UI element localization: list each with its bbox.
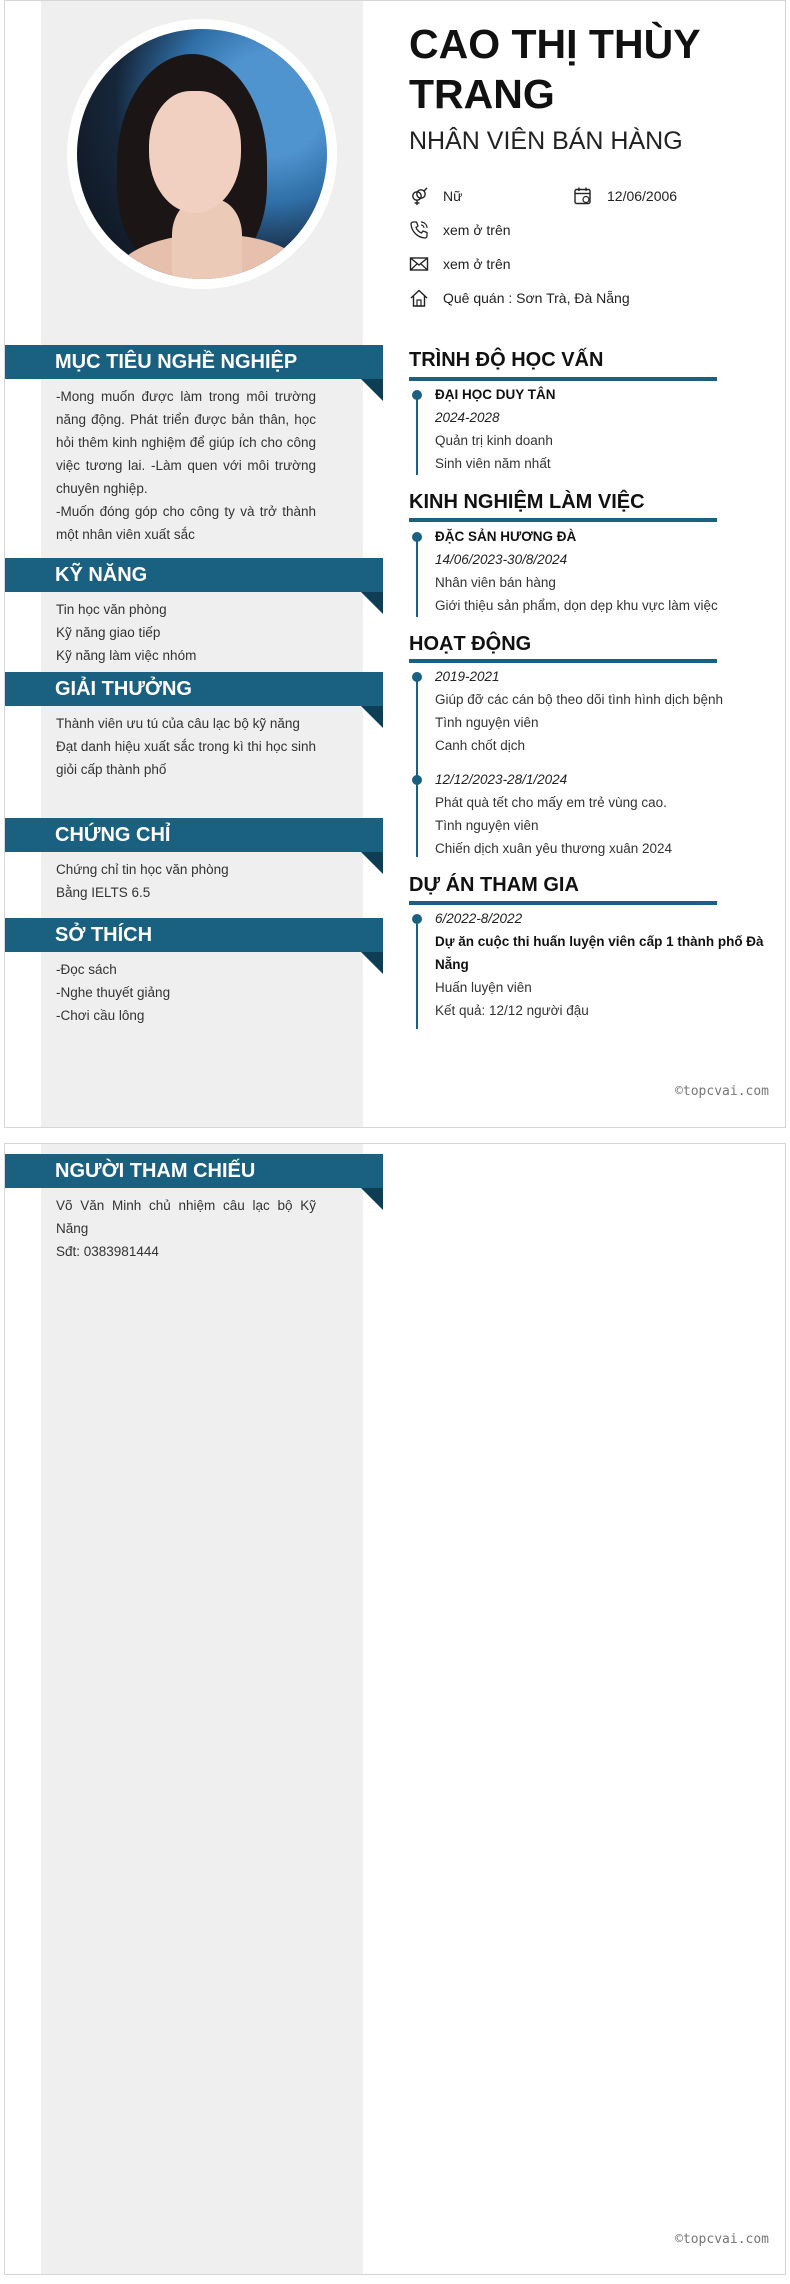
experience-timeline: [416, 537, 418, 617]
gender-value: Nữ: [443, 188, 463, 204]
activities-rule: [409, 659, 717, 663]
cv-page-1: [4, 0, 786, 1128]
activity-period: 12/12/2023-28/1/2024: [435, 772, 568, 787]
awards-title: GIẢI THƯỞNG: [55, 678, 192, 700]
activity-line: Canh chốt dịch: [435, 738, 526, 753]
email-value: xem ở trên: [443, 256, 511, 272]
awards-header: [5, 672, 383, 706]
objective-text: [56, 385, 316, 546]
timeline-dot: [412, 532, 422, 542]
projects-timeline: [416, 919, 418, 1029]
references-title: NGƯỜI THAM CHIẾU: [55, 1160, 256, 1182]
project-entry: [435, 907, 775, 1022]
project-result: Kết quả: 12/12 người đậu: [435, 1003, 589, 1018]
skill-item: Tin học văn phòng: [56, 602, 167, 617]
birthday-value: 12/06/2006: [607, 188, 678, 204]
objective-header: [5, 345, 383, 379]
references-text: [56, 1194, 316, 1263]
education-rule: [409, 377, 717, 381]
hobbies-header: [5, 918, 383, 952]
calendar-icon: [573, 186, 593, 206]
experience-period: 14/06/2023-30/8/2024: [435, 552, 568, 567]
gender-icon: [409, 186, 429, 206]
skills-header: [5, 558, 383, 592]
timeline-dot: [412, 914, 422, 924]
activity-entry: [435, 665, 723, 757]
education-major: Quản trị kinh doanh: [435, 433, 553, 448]
timeline-dot: [412, 672, 422, 682]
project-name: Dự ăn cuộc thi huấn luyện viên cấp 1 thành phố Đà Nẵng: [435, 934, 764, 972]
education-note: Sinh viên năm nhất: [435, 456, 551, 471]
certificates-header: [5, 818, 383, 852]
education-timeline: [416, 395, 418, 475]
activity-period: 2019-2021: [435, 669, 500, 684]
experience-entry: [435, 525, 718, 617]
skill-item: Kỹ năng giao tiếp: [56, 625, 161, 640]
birthday-info: [573, 186, 677, 206]
reference-line: Võ Văn Minh chủ nhiệm câu lạc bộ Kỹ Năng: [56, 1198, 316, 1236]
avatar: [67, 19, 337, 289]
references-header: [5, 1154, 383, 1188]
activity-line: Tình nguyện viên: [435, 818, 539, 833]
school-name: ĐẠI HỌC DUY TÂN: [435, 387, 556, 402]
experience-title: KINH NGHIỆM LÀM VIỆC: [409, 491, 645, 513]
hobby-item: -Nghe thuyết giảng: [56, 985, 171, 1000]
timeline-dot: [412, 775, 422, 785]
projects-title: DỰ ÁN THAM GIA: [409, 874, 579, 896]
hobby-item: -Đọc sách: [56, 962, 117, 977]
objective-line: -Muốn đóng góp cho công ty và trở thành một nhân viên xuất sắc: [56, 504, 316, 542]
award-item: Đạt danh hiệu xuất sắc trong kì thi học sinh giỏi cấp thành phố: [56, 739, 316, 777]
skills-list: [56, 598, 316, 667]
gender-info: [409, 186, 462, 206]
reference-line: Sđt: 0383981444: [56, 1244, 159, 1259]
cv-page-2: [4, 1143, 786, 2275]
education-entry: [435, 383, 556, 475]
phone-value: xem ở trên: [443, 222, 511, 238]
email-info: [409, 254, 511, 274]
activities-timeline: [416, 677, 418, 857]
sidebar-column: [41, 1144, 363, 2274]
activity-line: Giúp đỡ các cán bộ theo dõi tình hình dịch bệnh: [435, 692, 724, 707]
projects-rule: [409, 901, 717, 905]
watermark: ©topcvai.com: [675, 1084, 769, 1099]
project-role: Huấn luyện viên: [435, 980, 532, 995]
email-icon: [409, 254, 429, 274]
phone-info: [409, 220, 511, 240]
hobbies-list: [56, 958, 316, 1027]
experience-rule: [409, 518, 717, 522]
activity-entry: [435, 768, 672, 860]
certificate-item: Bằng IELTS 6.5: [56, 885, 151, 900]
activity-line: Phát quà tết cho mấy em trẻ vùng cao.: [435, 795, 667, 810]
company-name: ĐẶC SẢN HƯƠNG ĐÀ: [435, 529, 577, 544]
certificates-list: [56, 858, 316, 904]
activity-line: Tình nguyện viên: [435, 715, 539, 730]
certificates-title: CHỨNG CHỈ: [55, 824, 171, 846]
address-value: Quê quán : Sơn Trà, Đà Nẵng: [443, 290, 630, 306]
hobbies-title: SỞ THÍCH: [55, 924, 153, 946]
project-period: 6/2022-8/2022: [435, 911, 523, 926]
objective-title: MỤC TIÊU NGHỀ NGHIỆP: [55, 351, 298, 373]
award-item: Thành viên ưu tú của câu lạc bộ kỹ năng: [56, 716, 300, 731]
skills-title: KỸ NĂNG: [55, 564, 148, 586]
education-period: 2024-2028: [435, 410, 500, 425]
address-info: [409, 288, 630, 308]
skill-item: Kỹ năng làm việc nhóm: [56, 648, 197, 663]
activity-line: Chiến dịch xuân yêu thương xuân 2024: [435, 841, 673, 856]
awards-list: [56, 712, 316, 781]
education-title: TRÌNH ĐỘ HỌC VẤN: [409, 349, 604, 371]
candidate-name: CAO THỊ THÙY TRANG: [409, 21, 700, 117]
activities-title: HOẠT ĐỘNG: [409, 633, 532, 655]
watermark: ©topcvai.com: [675, 2232, 769, 2247]
certificate-item: Chứng chỉ tin học văn phòng: [56, 862, 229, 877]
objective-line: -Mong muốn được làm trong môi trường năng động. Phát triển được bản thân, học hỏi thêm kinh nghiệm để giúp ích cho công việc tương lai. -Làm quen với môi trường chuyên nghiệp.: [56, 389, 316, 496]
hobby-item: -Chơi cầu lông: [56, 1008, 145, 1023]
phone-icon: [409, 220, 429, 240]
home-icon: [409, 288, 429, 308]
experience-desc: Giới thiệu sản phẩm, dọn dẹp khu vực làm việc: [435, 598, 718, 613]
job-title: NHÂN VIÊN BÁN HÀNG: [409, 127, 683, 155]
experience-role: Nhân viên bán hàng: [435, 575, 556, 590]
timeline-dot: [412, 390, 422, 400]
